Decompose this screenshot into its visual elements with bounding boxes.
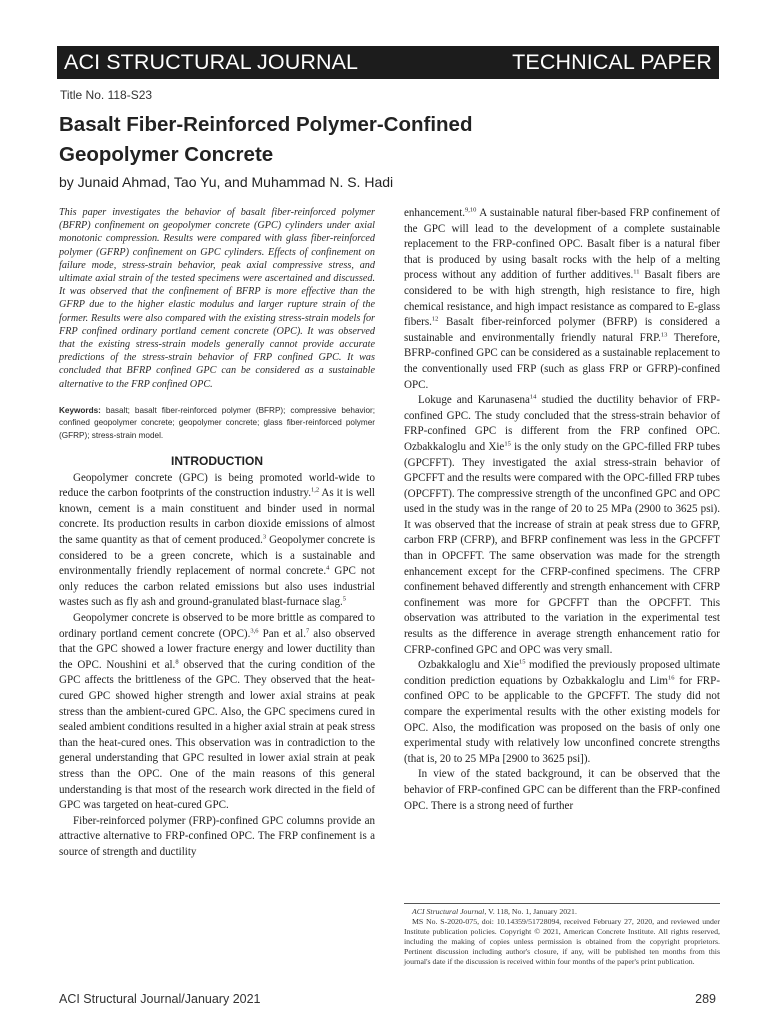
journal-name: ACI STRUCTURAL JOURNAL <box>64 50 359 74</box>
body-paragraph: Ozbakkaloglu and Xie$^{15}$ modified the previously proposed ultimate condition prediction equations by Ozbakkaloglu and Lim$^{16}$ for FRP-confined OPC to be applicable to the GPCFFT. The study did not compare the experimental results with the other existing models for OPC. Also, the modification was proposed on the basis of only one experimental study with relatively low unconfined concrete strengths (that is, 20 to 25 MPa [2900 to 3625 psi]). <box>404 658 720 765</box>
title-number: Title No. 118-S23 <box>60 88 153 102</box>
citation: 13 <box>660 331 668 339</box>
keywords-text: basalt; basalt fiber-reinforced polymer (BFRP); compressive behavior; confined geopolymer concrete; geopolymer concrete; glass fiber-reinforced polymer (GFRP); stress-strain model. <box>59 405 375 441</box>
introduction-heading: INTRODUCTION <box>171 453 263 468</box>
citation: 9,10 <box>465 206 477 214</box>
citation: 5 <box>342 595 347 603</box>
journal-banner <box>57 46 719 79</box>
citation: 1,2 <box>310 486 320 494</box>
citation: 12 <box>431 315 439 323</box>
paper-title-line-1: Basalt Fiber-Reinforced Polymer-Confined <box>59 113 473 136</box>
citation: 8 <box>175 658 179 666</box>
paper-title <box>59 110 719 170</box>
paper-type: TECHNICAL PAPER <box>512 50 712 74</box>
keywords-label: Keywords: <box>59 405 101 415</box>
abstract: This paper investigates the behavior of basalt fiber-reinforced polymer (BFRP) confinement on geopolymer concrete (GPC) cylinders under axial monotonic compression. Results were compared with glass fiber-reinforced polymer (GFRP) confinement on GPC cylinders. Effects of confinement on failure mode, stress-strain behavior, peak axial compressive stress, and ultimate axial strain of the tested specimens were ascertained and discussed. It was observed that the confinement of BFRP is more effective than the GFRP due to the higher elastic modulus and larger rupture strain of the former. Results were also compared with the existing stress-strain models for FRP confined ordinary portland cement concrete (OPC). It was observed that the existing stress-strain models generally cannot provide accurate predictions of the stress-strain behavior of FRP confined GPC. It was concluded that BFRP confined GPC can be considered as a sustainable alternative to the FRP confined OPC. <box>59 207 375 390</box>
author-line: by Junaid Ahmad, Tao Yu, and Muhammad N. S. Hadi <box>59 174 394 190</box>
left-column <box>59 206 375 860</box>
citation: 3 <box>262 533 267 541</box>
body-paragraph: Fiber-reinforced polymer (FRP)-confined GPC columns provide an attractive alternative to FRP-confined OPC. The FRP confinement is a source of strength and ductility <box>59 814 375 858</box>
body-paragraph: Geopolymer concrete is observed to be more brittle as compared to ordinary portland cement concrete (OPC).$^{3,6}$ Pan et al.$^7$ also observed that the GPC showed a lower fracture energy and lower ductility than the OPC. Noushini et al.$^8$ observed that the curing condition of the GPC affects the brittleness of the GPC. They observed that the heat-cured GPC showed higher strength and lower axial strains at peak stress than the ambient-cured GPC. Also, the GPC specimens cured in sealed ambient conditions resulted in a higher axial strain at peak stress than the heat-cured ones. This observation was in contradiction to the general understanding that GPC resulted in lower axial strain at peak stress than the OPC. One of the main reasons of this general understanding is that most of the research work directed in the field of GPC was targeted on heat-cured GPC. <box>59 611 376 812</box>
body-paragraph: Geopolymer concrete (GPC) is being promoted world-wide to reduce the carbon footprints of the construction industry.$^{1,2}$ As it is well known, cement is a main constituent and binder used in normal concrete. Its production results in carbon dioxide emissions of almost the same quantity as that of cement produced.$^3$ Geopolymer concrete is considered to be a green concrete, which is a sustainable and environmentally friendly replacement of normal concrete.$^4$ GPC not only reduces the carbon related emissions but also uses industrial wastes such as fly ash and ground-granulated blast-furnace slag.$^5$ <box>59 471 375 609</box>
footer-journal: ACI Structural Journal/January 2021 <box>59 992 261 1006</box>
body-paragraph: In view of the stated background, it can be observed that the behavior of FRP-confined GPC can be different than the FRP-confined OPC. There is a strong need of further <box>404 768 720 812</box>
citation: 15 <box>518 658 526 666</box>
right-column <box>404 206 720 814</box>
page-number: 289 <box>695 992 716 1006</box>
paper-title-line-2: Geopolymer Concrete <box>59 143 274 166</box>
keywords <box>59 405 375 443</box>
citation: 14 <box>529 393 537 401</box>
citation: 11 <box>633 268 640 276</box>
body-paragraph: enhancement.$^{9,10}$ A sustainable natural fiber-based FRP confinement of the GPC will lead to the development of a complete sustainable replacement to the FRP-confined OPC. Basalt fiber is a natural fiber that is produced by using basalt rocks with the help of a melting process without any addition of further additives.$^{11}$ Basalt fibers are considered to be with high strength, high resistance to fire, high chemical resistance, and high impact resistance as compared to E-glass fibers.$^{12}$ Basalt fiber-reinforced polymer (BFRP) is considered a sustainable and environmentally friendly natural FRP.$^{13}$ Therefore, BFRP-confined GPC can be considered as a sustainable replacement to the conventionally used FRP (such as glass FRP or GFRP)-confined OPC. <box>404 206 720 391</box>
footnote-journal: ACI Structural Journal <box>412 907 485 916</box>
footnote-details: MS No. S-2020-075, doi: 10.14359/51728094, received February 27, 2020, and reviewed under Institute publication policies. Copyright © 2021, American Concrete Institute. All rights reserved, including the making of copies unless permission is obtained from the copyright proprietors. Pertinent discussion including author's closure, if any, will be published ten months from this journal's date if the discussion is received within four months of the paper's print publication. <box>404 916 720 966</box>
publication-footnote: ACI Structural Journal, V. 118, No. 1, January 2021. MS No. S-2020-075, doi: 10.14359/51728094, received February 27, 2020, and reviewed under Institute publication policies. Copyright © 2021, American Concrete Institute. All rights reserved, including the making of copies unless permission is obtained from the copyright proprietors. Pertinent discussion including author's closure, if any, will be published ten months from this journal's date if the discussion is received within four months of the paper's print publication. <box>404 903 720 966</box>
citation: 4 <box>326 564 330 572</box>
citation: 3,6 <box>250 626 259 634</box>
citation: 7 <box>305 626 310 634</box>
citation: 16 <box>668 674 675 682</box>
body-paragraph: Lokuge and Karunasena$^{14}$ studied the ductility behavior of FRP-confined GPC. The study concluded that the stress-strain behavior of FRP-confined GPC is different from the FRP confined OPC. Ozbakkaloglu and Xie$^{15}$ is the only study on the GPC-filled FRP tubes (GPCFFT). They investigated the axial stress-strain behavior of GPCFFT and the results were compared with the OPC-filled FRP tubes (OPCFFT). The compressive strength of the unconfined GPC and OPC used in the study was in the range of 20 to 25 MPa (2900 to 3625 psi). It was observed that the increase of strain at peak stress due to GFRP, carbon FRP (CFRP), and BFRP confinement was less in the GPCFFT than in OPCFFT. The same observation was made for the strength enhancement except for the CFRP-confined specimens. The CFRP confinement behaved differently and strength enhancement with CFRP confinement was more for GPCFFT than the OPCFFT. This observation was attributed to the variation in the experimental test results as the difference in average strength enhancement ratio for CFRP-confined GPC and OPC was very small. <box>404 393 721 656</box>
citation: 15 <box>504 440 511 448</box>
